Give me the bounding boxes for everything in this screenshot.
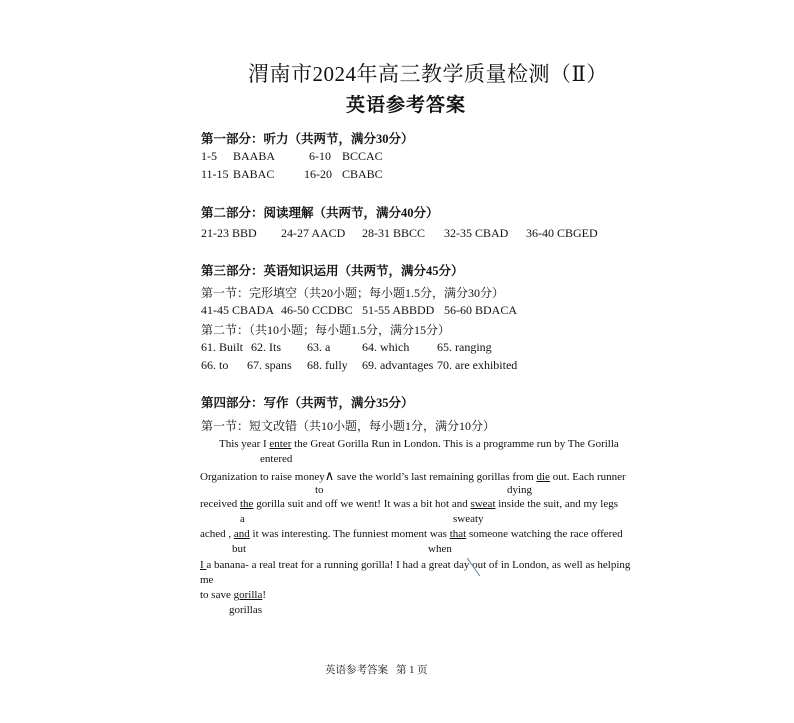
passage-line-6: to save gorilla! [200, 589, 266, 601]
grammar-answer: 62. Its [251, 340, 281, 354]
grammar-answer: 66. to [201, 358, 229, 372]
correction: entered [260, 453, 293, 465]
answer-value: BCCAC [342, 149, 383, 163]
answer-value: CBABC [342, 167, 383, 181]
grammar-answer: 61. Built [201, 340, 244, 354]
error-correction-heading: 第一节：短文改错（共10小题，每小题1分，满分10分） [201, 419, 496, 433]
correction: but [232, 543, 247, 555]
passage-line-1: This year I enter the Great Gorilla Run in London. This is a programme run by The Gorilla [219, 438, 619, 450]
grammar-answer: 69. advantages [362, 358, 434, 372]
answer-value: BABAC [233, 167, 275, 181]
correction: gorillas [229, 604, 262, 616]
passage-line-3: received the gorilla suit and off we went! It was a bit hot and sweat inside the suit, and my legs [200, 498, 619, 510]
part4-heading: 第四部分：写作（共两节，满分35分） [201, 396, 414, 410]
page-footer [325, 662, 436, 677]
answer-range: 1-5 [201, 149, 217, 163]
part3-heading: 第三部分：英语知识运用（共两节，满分45分） [201, 264, 464, 278]
reading-answer: 32-35 CBAD [444, 226, 509, 240]
correction: me [200, 574, 214, 586]
passage-line-4: ached , and it was interesting. The funniest moment was that someone watching the race offered [200, 528, 623, 540]
correction: when [428, 543, 452, 555]
answer-range: 16-20 [304, 167, 332, 181]
correction: to [315, 484, 324, 496]
cloze-section-heading: 第一节：完形填空（共20小题；每小题1.5分，满分30分） [201, 286, 505, 300]
correction: sweaty [453, 513, 484, 525]
passage-line-2: Organization to raise money∧ save the world’s last remaining gorillas from die out. Each runner [200, 468, 626, 483]
footer-label: 英语参考答案 [325, 665, 388, 676]
part2-heading: 第二部分：阅读理解（共两节，满分40分） [201, 206, 439, 220]
grammar-section-heading: 第二节：（共10小题；每小题1.5分，满分15分） [201, 323, 451, 337]
cloze-answer: 41-45 CBADA [201, 303, 275, 317]
cloze-answer: 56-60 BDACA [444, 303, 518, 317]
reading-answer: 36-40 CBGED [526, 226, 598, 240]
answer-value: BAABA [233, 149, 276, 163]
correction: a [240, 513, 245, 525]
reading-answer: 28-31 BBCC [362, 226, 426, 240]
part1-heading: 第一部分：听力（共两节，满分30分） [201, 132, 414, 146]
page-subtitle: 英语参考答案 [346, 95, 467, 116]
answer-range: 11-15 [201, 167, 229, 181]
answer-range: 6-10 [309, 149, 331, 163]
grammar-answer: 70. are exhibited [437, 358, 518, 372]
grammar-answer: 63. a [307, 340, 331, 354]
grammar-answer: 68. fully [307, 358, 348, 372]
grammar-answer: 64. which [362, 340, 410, 354]
page-number: 第 1 页 [396, 665, 428, 676]
cloze-answer: 46-50 CCDBC [281, 303, 353, 317]
reading-answer: 21-23 BBD [201, 226, 257, 240]
correction: dying [507, 484, 533, 496]
cloze-answer: 51-55 ABBDD [362, 303, 435, 317]
insert-mark: ∧ [324, 468, 335, 483]
page-title: 渭南市2024年高三教学质量检测（Ⅱ） [248, 62, 608, 86]
grammar-answer: 67. spans [247, 358, 292, 372]
passage-line-5: I a banana- a real treat for a running gorilla! I had a great day out of in London, as well as helping [200, 559, 631, 571]
reading-answer: 24-27 AACD [281, 226, 346, 240]
grammar-answer: 65. ranging [437, 340, 492, 354]
